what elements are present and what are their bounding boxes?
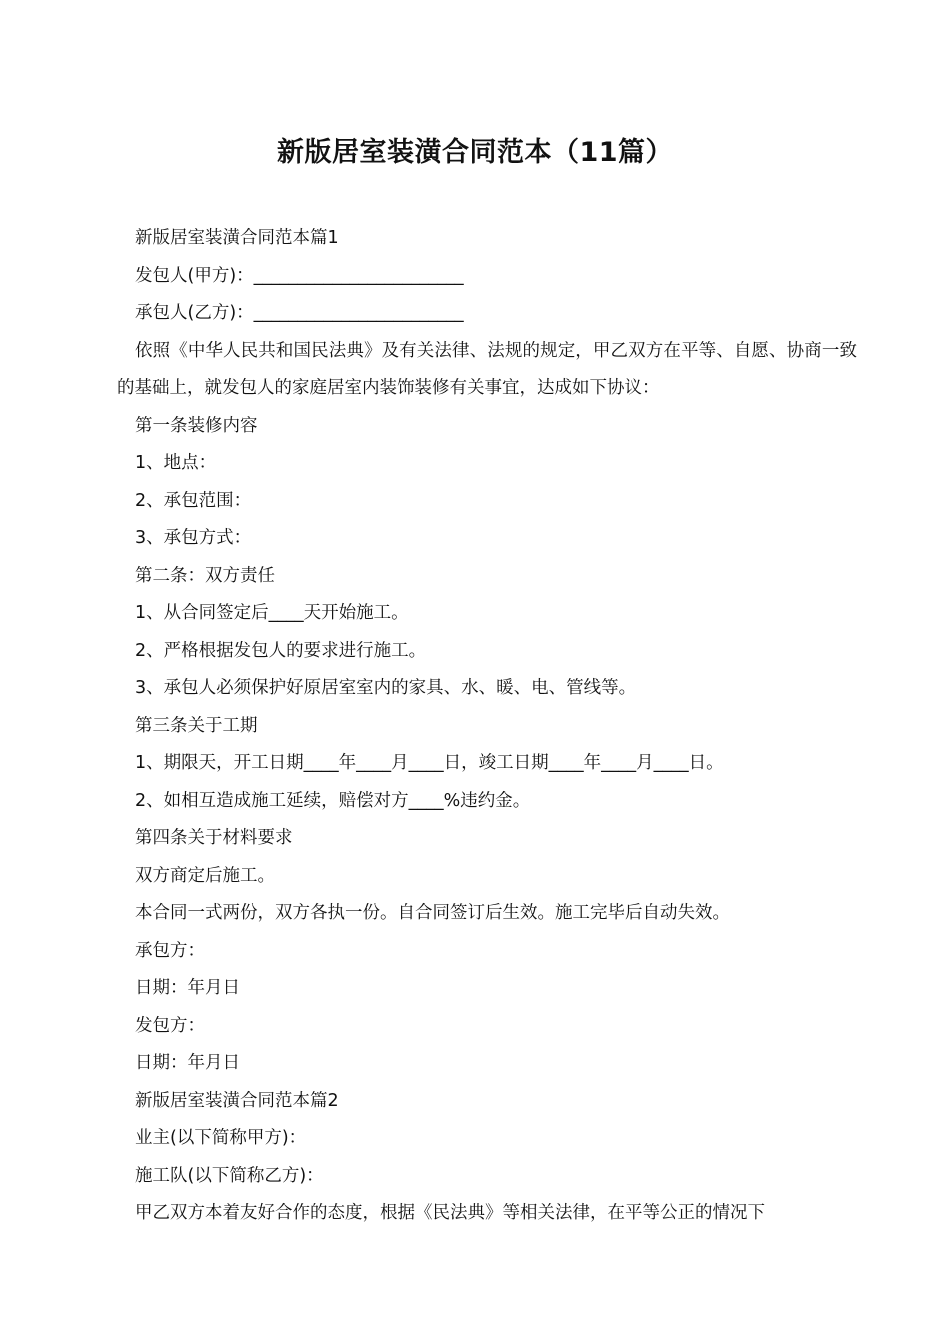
article-4-heading: 第四条关于材料要求 bbox=[135, 828, 293, 848]
article-2-item-3: 3、承包人必须保护好原居室室内的家具、水、暖、电、管线等。 bbox=[135, 678, 637, 698]
document-title: 新版居室装潢合同范本（11篇） bbox=[276, 137, 674, 168]
section-heading-piece-1: 新版居室装潢合同范本篇1 bbox=[135, 228, 339, 248]
contractor-date-label: 日期：年月日 bbox=[135, 978, 240, 998]
owner-line: 业主(以下简称甲方)： bbox=[135, 1128, 307, 1148]
article-1-heading: 第一条装修内容 bbox=[135, 415, 258, 436]
article-4-body: 双方商定后施工。 bbox=[135, 865, 275, 886]
party-b-line: 承包人(乙方)：________________________ bbox=[135, 303, 464, 323]
article-1-item-3: 3、承包方式： bbox=[135, 528, 252, 548]
validity-clause: 本合同一式两份，双方各执一份。自合同签订后生效。施工完毕后自动失效。 bbox=[135, 903, 730, 923]
employer-date-label: 日期：年月日 bbox=[135, 1053, 240, 1073]
piece-2-preamble: 甲乙双方本着友好合作的态度，根据《民法典》等相关法律，在平等公正的情况下 bbox=[135, 1203, 765, 1223]
document-body bbox=[117, 220, 857, 1233]
party-a-line: 发包人(甲方)：________________________ bbox=[135, 265, 464, 286]
article-3-item-1: 1、期限天，开工日期____年____月____日，竣工日期____年____月____日。 bbox=[135, 753, 724, 773]
article-3-item-2: 2、如相互造成施工延续，赔偿对方____%违约金。 bbox=[135, 790, 531, 811]
article-1-item-1: 1、地点： bbox=[135, 453, 217, 473]
article-2-heading: 第二条：双方责任 bbox=[135, 565, 275, 586]
article-1-item-2: 2、承包范围： bbox=[135, 490, 252, 511]
preamble-paragraph: 依照《中华人民共和国民法典》及有关法律、法规的规定，甲乙双方在平等、自愿、协商一致的基础上，就发包人的家庭居室内装饰装修有关事宜，达成如下协议： bbox=[117, 340, 857, 398]
contractor-signature-label: 承包方： bbox=[135, 940, 205, 961]
article-2-item-2: 2、严格根据发包人的要求进行施工。 bbox=[135, 640, 427, 661]
article-3-heading: 第三条关于工期 bbox=[135, 715, 258, 736]
section-heading-piece-2: 新版居室装潢合同范本篇2 bbox=[135, 1090, 339, 1111]
employer-signature-label: 发包方： bbox=[135, 1015, 205, 1036]
construction-team-line: 施工队(以下简称乙方)： bbox=[135, 1165, 324, 1186]
article-2-item-1: 1、从合同签定后____天开始施工。 bbox=[135, 603, 409, 623]
